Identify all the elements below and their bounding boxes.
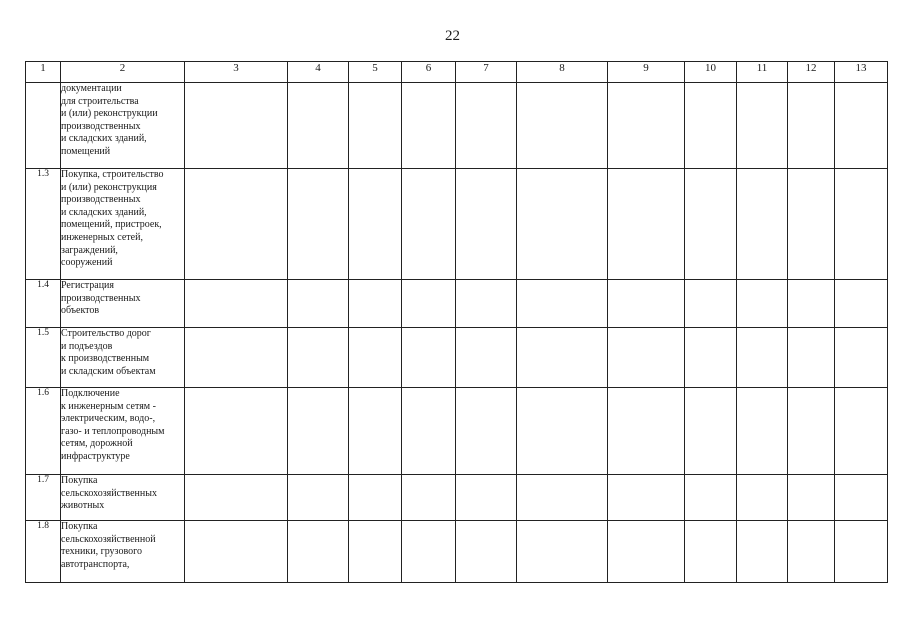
header-row bbox=[26, 62, 888, 83]
empty-cell bbox=[456, 83, 517, 169]
row-number: 1.5 bbox=[26, 328, 61, 388]
row-number: 1.6 bbox=[26, 388, 61, 475]
row-number bbox=[26, 83, 61, 169]
empty-cell bbox=[737, 328, 788, 388]
empty-cell bbox=[737, 83, 788, 169]
row-description: Строительство дорог и подъездов к производственным и складским объектам bbox=[61, 328, 185, 388]
column-header: 9 bbox=[608, 62, 685, 83]
column-header: 12 bbox=[788, 62, 835, 83]
column-header: 7 bbox=[456, 62, 517, 83]
empty-cell bbox=[685, 280, 737, 328]
empty-cell bbox=[788, 83, 835, 169]
empty-cell bbox=[517, 169, 608, 280]
empty-cell bbox=[517, 328, 608, 388]
empty-cell bbox=[835, 169, 888, 280]
empty-cell bbox=[402, 388, 456, 475]
empty-cell bbox=[685, 521, 737, 583]
row-description: Покупка сельскохозяйственной техники, грузового автотранспорта, bbox=[61, 521, 185, 583]
empty-cell bbox=[737, 169, 788, 280]
empty-cell bbox=[456, 475, 517, 521]
empty-cell bbox=[288, 328, 349, 388]
page-number: 22 bbox=[445, 28, 460, 44]
empty-cell bbox=[288, 521, 349, 583]
column-header: 8 bbox=[517, 62, 608, 83]
empty-cell bbox=[737, 388, 788, 475]
column-header: 2 bbox=[61, 62, 185, 83]
empty-cell bbox=[185, 388, 288, 475]
column-header: 5 bbox=[349, 62, 402, 83]
empty-cell bbox=[288, 169, 349, 280]
empty-cell bbox=[685, 388, 737, 475]
empty-cell bbox=[456, 280, 517, 328]
empty-cell bbox=[608, 388, 685, 475]
empty-cell bbox=[685, 475, 737, 521]
empty-cell bbox=[185, 328, 288, 388]
empty-cell bbox=[349, 521, 402, 583]
empty-cell bbox=[288, 280, 349, 328]
row-number: 1.8 bbox=[26, 521, 61, 583]
empty-cell bbox=[349, 280, 402, 328]
empty-cell bbox=[185, 169, 288, 280]
empty-cell bbox=[737, 280, 788, 328]
column-header: 11 bbox=[737, 62, 788, 83]
empty-cell bbox=[349, 388, 402, 475]
table-row bbox=[26, 388, 888, 475]
table-row bbox=[26, 328, 888, 388]
column-header: 1 bbox=[26, 62, 61, 83]
empty-cell bbox=[517, 475, 608, 521]
empty-cell bbox=[349, 328, 402, 388]
empty-cell bbox=[788, 388, 835, 475]
empty-cell bbox=[685, 83, 737, 169]
empty-cell bbox=[288, 388, 349, 475]
column-header: 4 bbox=[288, 62, 349, 83]
empty-cell bbox=[788, 521, 835, 583]
row-number: 1.7 bbox=[26, 475, 61, 521]
empty-cell bbox=[788, 328, 835, 388]
empty-cell bbox=[185, 475, 288, 521]
empty-cell bbox=[402, 475, 456, 521]
empty-cell bbox=[517, 280, 608, 328]
empty-cell bbox=[685, 328, 737, 388]
empty-cell bbox=[185, 521, 288, 583]
row-description: Подключение к инженерным сетям - электрическим, водо-, газо- и теплопроводным сетям, дорожной инфраструктуре bbox=[61, 388, 185, 475]
table-row bbox=[26, 521, 888, 583]
empty-cell bbox=[402, 280, 456, 328]
empty-cell bbox=[288, 83, 349, 169]
row-description: Покупка сельскохозяйственных животных bbox=[61, 475, 185, 521]
data-table bbox=[25, 61, 888, 583]
empty-cell bbox=[349, 475, 402, 521]
empty-cell bbox=[737, 521, 788, 583]
empty-cell bbox=[517, 388, 608, 475]
empty-cell bbox=[835, 521, 888, 583]
empty-cell bbox=[402, 169, 456, 280]
empty-cell bbox=[737, 475, 788, 521]
empty-cell bbox=[517, 521, 608, 583]
empty-cell bbox=[349, 169, 402, 280]
empty-cell bbox=[608, 280, 685, 328]
row-number: 1.4 bbox=[26, 280, 61, 328]
empty-cell bbox=[288, 475, 349, 521]
empty-cell bbox=[456, 169, 517, 280]
empty-cell bbox=[456, 388, 517, 475]
empty-cell bbox=[685, 169, 737, 280]
empty-cell bbox=[608, 328, 685, 388]
row-number: 1.3 bbox=[26, 169, 61, 280]
table-row bbox=[26, 475, 888, 521]
empty-cell bbox=[835, 328, 888, 388]
empty-cell bbox=[349, 83, 402, 169]
row-description: Регистрация производственных объектов bbox=[61, 280, 185, 328]
table-row bbox=[26, 169, 888, 280]
empty-cell bbox=[185, 83, 288, 169]
empty-cell bbox=[402, 83, 456, 169]
empty-cell bbox=[835, 83, 888, 169]
column-header: 10 bbox=[685, 62, 737, 83]
empty-cell bbox=[402, 328, 456, 388]
table-row bbox=[26, 83, 888, 169]
empty-cell bbox=[835, 475, 888, 521]
empty-cell bbox=[788, 280, 835, 328]
empty-cell bbox=[456, 328, 517, 388]
column-header: 13 bbox=[835, 62, 888, 83]
row-description: документации для строительства и (или) реконструкции производственных и складских зданий, помещений bbox=[61, 83, 185, 169]
empty-cell bbox=[608, 475, 685, 521]
column-header: 3 bbox=[185, 62, 288, 83]
empty-cell bbox=[517, 83, 608, 169]
column-header: 6 bbox=[402, 62, 456, 83]
empty-cell bbox=[788, 475, 835, 521]
empty-cell bbox=[608, 83, 685, 169]
table-row bbox=[26, 280, 888, 328]
empty-cell bbox=[456, 521, 517, 583]
empty-cell bbox=[402, 521, 456, 583]
empty-cell bbox=[835, 388, 888, 475]
empty-cell bbox=[788, 169, 835, 280]
empty-cell bbox=[608, 521, 685, 583]
row-description: Покупка, строительство и (или) реконструкция производственных и складских зданий, помещений, пристроек, инженерных сетей, заграждений, сооружений bbox=[61, 169, 185, 280]
empty-cell bbox=[608, 169, 685, 280]
empty-cell bbox=[185, 280, 288, 328]
empty-cell bbox=[835, 280, 888, 328]
